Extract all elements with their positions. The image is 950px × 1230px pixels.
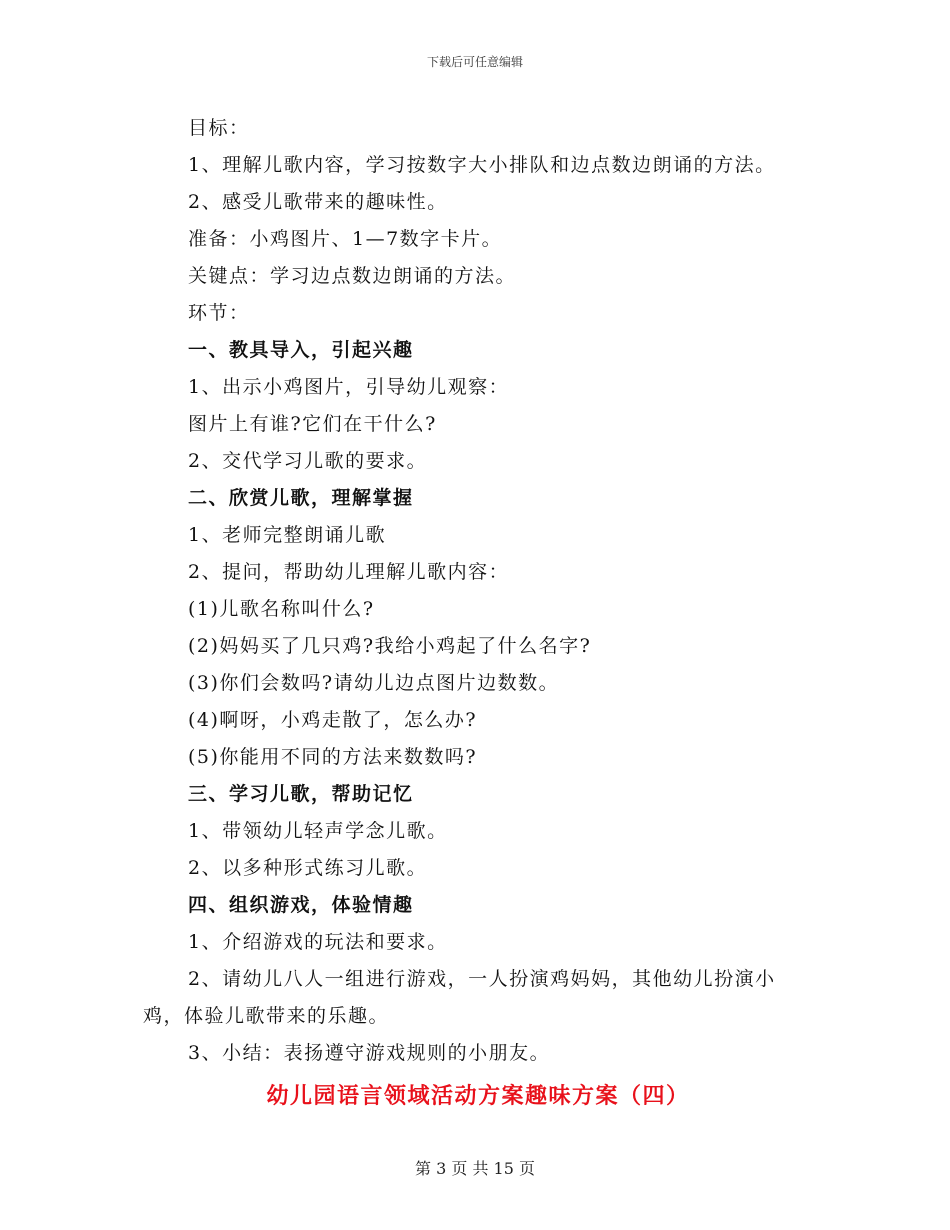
paragraph: 1、介绍游戏的玩法和要求。	[188, 931, 448, 953]
goal-item-1: 1、理解儿歌内容，学习按数字大小排队和边点数边朗诵的方法。	[188, 154, 776, 176]
question-item: (3)你们会数吗?请幼儿边点图片边数数。	[188, 672, 560, 694]
goal-heading: 目标：	[188, 117, 250, 139]
paragraph-line-continued: 鸡，体验儿歌带来的乐趣。	[143, 1005, 390, 1027]
question-item: (4)啊呀，小鸡走散了，怎么办?	[188, 709, 478, 731]
section-heading-4: 四、组织游戏，体验情趣	[188, 894, 414, 916]
paragraph: 图片上有谁?它们在干什么?	[188, 413, 437, 435]
section-heading-1: 一、教具导入，引起兴趣	[188, 339, 414, 361]
question-item: (5)你能用不同的方法来数数吗?	[188, 746, 478, 768]
page-footer: 第 3 页 共 15 页	[415, 1159, 535, 1178]
paragraph: 2、以多种形式练习儿歌。	[188, 857, 428, 879]
question-item: (1)儿歌名称叫什么?	[188, 598, 375, 620]
document-body	[143, 110, 813, 1116]
paragraph: 1、带领幼儿轻声学念儿歌。	[188, 820, 448, 842]
paragraph-line: 2、请幼儿八人一组进行游戏，一人扮演鸡妈妈，其他幼儿扮演小	[188, 968, 776, 990]
paragraph: 2、提问，帮助幼儿理解儿歌内容：	[188, 561, 510, 583]
next-section-title: 幼儿园语言领域活动方案趣味方案（四）	[266, 1083, 690, 1109]
paragraph: 3、小结：表扬遵守游戏规则的小朋友。	[188, 1042, 551, 1064]
paragraph: 2、交代学习儿歌的要求。	[188, 450, 428, 472]
key-point: 关键点：学习边点数边朗诵的方法。	[188, 265, 517, 287]
goal-item-2: 2、感受儿歌带来的趣味性。	[188, 191, 448, 213]
steps-heading: 环节：	[188, 302, 250, 324]
question-item: (2)妈妈买了几只鸡?我给小鸡起了什么名字?	[188, 635, 592, 657]
preparation: 准备：小鸡图片、1—7数字卡片。	[188, 228, 503, 250]
section-heading-2: 二、欣赏儿歌，理解掌握	[188, 487, 414, 509]
section-heading-3: 三、学习儿歌，帮助记忆	[188, 783, 414, 805]
page-header: 下载后可任意编辑	[426, 55, 523, 69]
paragraph: 1、老师完整朗诵儿歌	[188, 524, 387, 546]
paragraph: 1、出示小鸡图片，引导幼儿观察：	[188, 376, 510, 398]
